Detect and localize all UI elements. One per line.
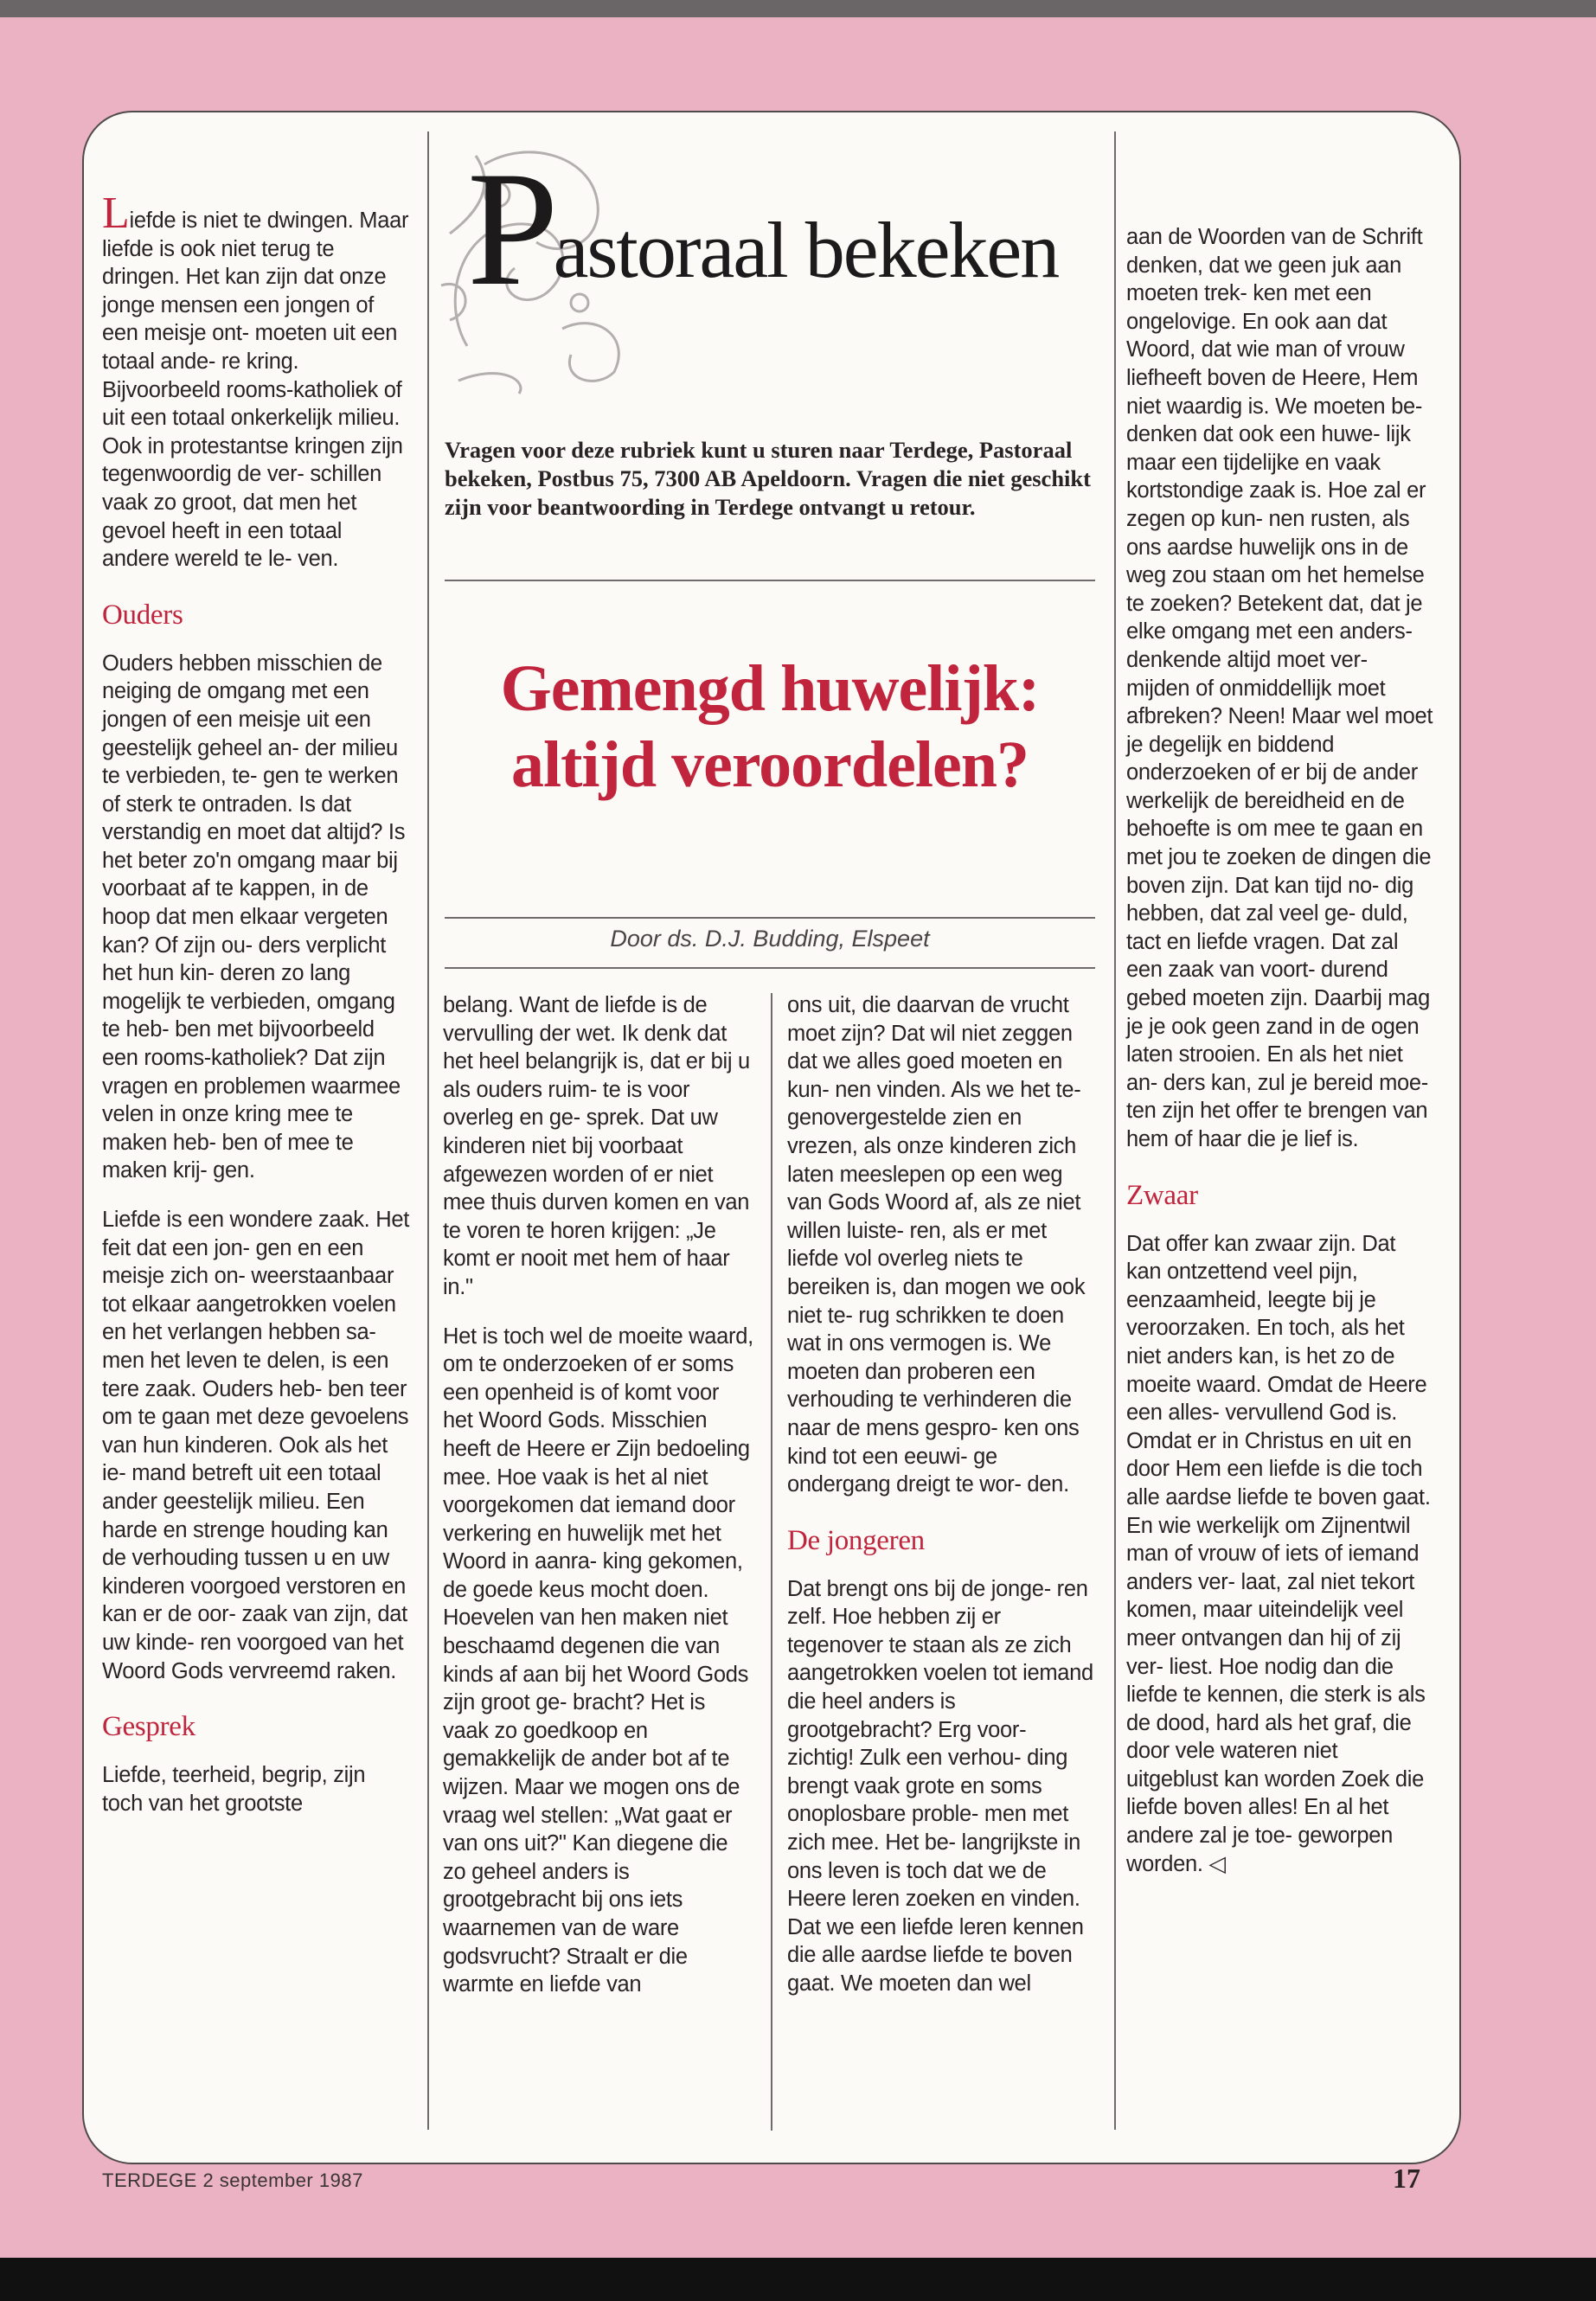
paragraph: Liefde is niet te dwingen. Maar liefde is ook niet terug te dringen. Het kan zijn dat onze jonge mensen een jongen of een meisje ont- moeten uit een totaal ande- re kring. Bijvoorbeeld rooms-katholiek of uit een totaal onkerkelijk milieu. Ook in protestantse kringen zijn tegenwoordig de ver- schillen vaak zo groot, dat men het gevoel heeft in een totaal andere wereld te le- ven. <box>102 189 409 572</box>
paragraph: Dat brengt ons bij de jonge- ren zelf. Hoe hebben zij er tegenover te staan als ze zich aangetrokken voelen tot iemand die heel anders is grootgebracht? Erg voor- zichtig! Zulk een verhou- ding brengt vaak grote en soms onoplosbare proble- men met zich mee. Het be- langrijkste in ons leven is toch dat we de Heere leren zoeken en vinden. Dat we een liefde leren kennen die alle aardse liefde te boven gaat. We moeten dan wel <box>787 1576 1093 1996</box>
paragraph: aan de Woorden van de Schrift denken, dat we geen juk aan moeten trek- ken met een ongelovige. En ook aan dat Woord, dat wie man of vrouw liefheeft boven de Heere, Hem niet waardig is. We moeten be- denken dat ook een huwe- lijk maar een tijdelijke en vaak kortstondige zaak is. Hoe zal er zegen op kun- nen rusten, als ons aardse huwelijk ons in de weg zou staan om het hemelse te zoeken? Betekent dat, dat je elke omgang met een anders- denkende altijd moet ver- mijden of onmiddellijk moet afbreken? Neen! Maar wel moet je degelijk en biddend onderzoeken of er bij de ander werkelijk de bereidheid en de behoefte is om mee te gaan en met jou te zoeken de dingen die boven zijn. Dat kan tijd no- dig hebben, dat zal veel ge- duld, tact en liefde vragen. Dat zal een zaak van voort- durend gebed moeten zijn. Daarbij mag je je ook geen zand in de ogen laten strooien. En als het niet an- ders kan, zul je bereid moe- ten zijn het offer te brengen van hem of haar die je lief is. <box>1126 225 1433 1151</box>
paragraph: Dat offer kan zwaar zijn. Dat kan ontzettend veel pijn, eenzaamheid, leegte bij je veroorzaken. En toch, als het niet anders kan, is het zo de moeite waard. Omdat de Heere een alles- vervullend God is. Omdat er in Christus en uit en door Hem een liefde is die toch alle aardse liefde te boven gaat. En wie werkelijk om Zijnentwil man of vrouw of iets of iemand anders ver- laat, zal niet tekort komen, maar uiteindelijk veel meer ontvangen dan hij of zij ver- liest. Hoe nodig dan die liefde te kennen, die sterk is als de dood, hard als het graf, die door vele wateren niet uitgeblust kan worden Zoek die liefde boven alles! En al het andere zal je toe- geworpen worden. ◁ <box>1126 1231 1431 1876</box>
headline-line-2: altijd veroordelen? <box>510 728 1029 801</box>
section-title <box>467 138 1059 320</box>
byline: Door ds. D.J. Budding, Elspeet <box>610 926 930 952</box>
column-rule-right <box>1114 131 1116 2130</box>
subheading-ouders: Ouders <box>102 599 183 631</box>
scan-bottom-edge <box>0 2258 1596 2301</box>
paragraph: belang. Want de liefde is de vervulling der wet. Ik denk dat het heel belangrijk is, dat er bij u als ouders ruim- te is voor overleg en ge- sprek. Dat uw kinderen niet bij voorbaat afgewezen worden of er niet mee thuis durven komen en van te voren te horen krijgen: „Je komt er nooit met hem of haar in." <box>443 993 750 1299</box>
column-1 <box>102 189 410 1838</box>
column-rule-middle <box>771 993 772 2131</box>
drop-cap: L <box>102 189 130 238</box>
footer-publication: TERDEGE 2 september 1987 <box>102 2170 363 2191</box>
rule-below-intro <box>445 580 1095 581</box>
paragraph: ons uit, die daarvan de vrucht moet zijn? Dat wil niet zeggen dat we alles goed moeten en kun- nen vinden. Als we het te- genovergestelde zien en vrezen, als onze kinderen zich laten meeslepen op een weg van Gods Woord af, als ze niet willen luiste- ren, als er met liefde vol overleg niets te bereiken is, dan mogen we ook niet te- rug schrikken te doen wat in ons vermogen is. We moeten dan proberen een verhouding te verhinderen die naar de mens gespro- ken ons kind tot een eeuwi- ge ondergang dreigt te wor- den. <box>787 993 1086 1497</box>
subheading-gesprek: Gesprek <box>102 1711 195 1743</box>
rule-below-byline <box>445 967 1095 969</box>
paragraph: Liefde is een wondere zaak. Het feit dat een jon- gen en een meisje zich on- weerstaanbaar tot elkaar aangetrokken voelen en het verlangen hebben sa- men het leven te delen, is een tere zaak. Ouders heb- ben teer om te gaan met deze gevoelens van hun kinderen. Ook als het ie- mand betreft uit een totaal ander geestelijk milieu. Een harde en strenge houding kan de verhouding tussen u en uw kinderen voorgoed verstoren en kan er de oor- zaak van zijn, dat uw kinde- ren voorgoed van het Woord Gods vervreemd raken. <box>102 1208 410 1683</box>
rule-above-byline <box>445 917 1095 919</box>
paragraph: Ouders hebben misschien de neiging de omgang met een jongen of een meisje uit een geestelijk geheel an- der milieu te verbieden, te- gen te werken of sterk te ontraden. Is dat verstandig en moet dat altijd? Is het beter zo'n omgang maar bij voorbaat af te kappen, in de hoop dat men elkaar vergeten kan? Of zijn ou- ders verplicht het hun kin- deren zo lang mogelijk te verbieden, omgang te heb- ben met bijvoorbeeld een rooms-katholiek? Dat zijn vragen en problemen waarmee velen in onze kring mee te maken heb- ben of mee te maken krij- gen. <box>102 651 406 1183</box>
column-4 <box>1126 223 1434 1899</box>
scan-top-edge <box>0 0 1596 17</box>
subheading-jongeren: De jongeren <box>787 1524 925 1556</box>
page-number: 17 <box>1393 2163 1420 2194</box>
paragraph: Het is toch wel de moeite waard, om te onderzoeken of er soms een openheid is of komt voor het Woord Gods. Misschien heeft de Heere er Zijn bedoeling mee. Hoe vaak is het al niet voorgekomen dat iemand door verkering en huwelijk met het Woord in aanra- king gekomen, de goede keus mocht doen. Hoevelen van hen maken niet beschaamd degenen die van kinds af aan bij het Woord Gods zijn groot ge- bracht? Het is vaak zo goedkoop en gemakkelijk de ander bot af te wijzen. Maar we mogen ons de vraag wel stellen: „Wat gaat er van ons uit?" Kan diegene die zo geheel anders is grootgebracht bij ons iets waarnemen van de ware godsvrucht? Straalt er die warmte en liefde van <box>443 1324 753 1997</box>
subheading-zwaar: Zwaar <box>1126 1179 1198 1211</box>
paragraph: Liefde, teerheid, begrip, zijn toch van het grootste <box>102 1763 366 1816</box>
submission-note: Vragen voor deze rubriek kunt u sturen naar Terdege, Pastoraal bekeken, Postbus 75, 7300 AB Apeldoorn. Vragen die niet geschikt zijn voor beantwoording in Terdege ontvangt u retour. <box>445 437 1091 520</box>
masthead <box>433 130 1107 398</box>
article-headline <box>433 651 1107 803</box>
column-2 <box>443 991 754 2020</box>
column-rule-left <box>427 131 429 2130</box>
headline-line-1: Gemengd huwelijk: <box>500 652 1040 725</box>
column-3 <box>787 991 1094 2019</box>
title-rest: astoraal bekeken <box>553 206 1059 294</box>
title-initial: P <box>467 138 554 320</box>
